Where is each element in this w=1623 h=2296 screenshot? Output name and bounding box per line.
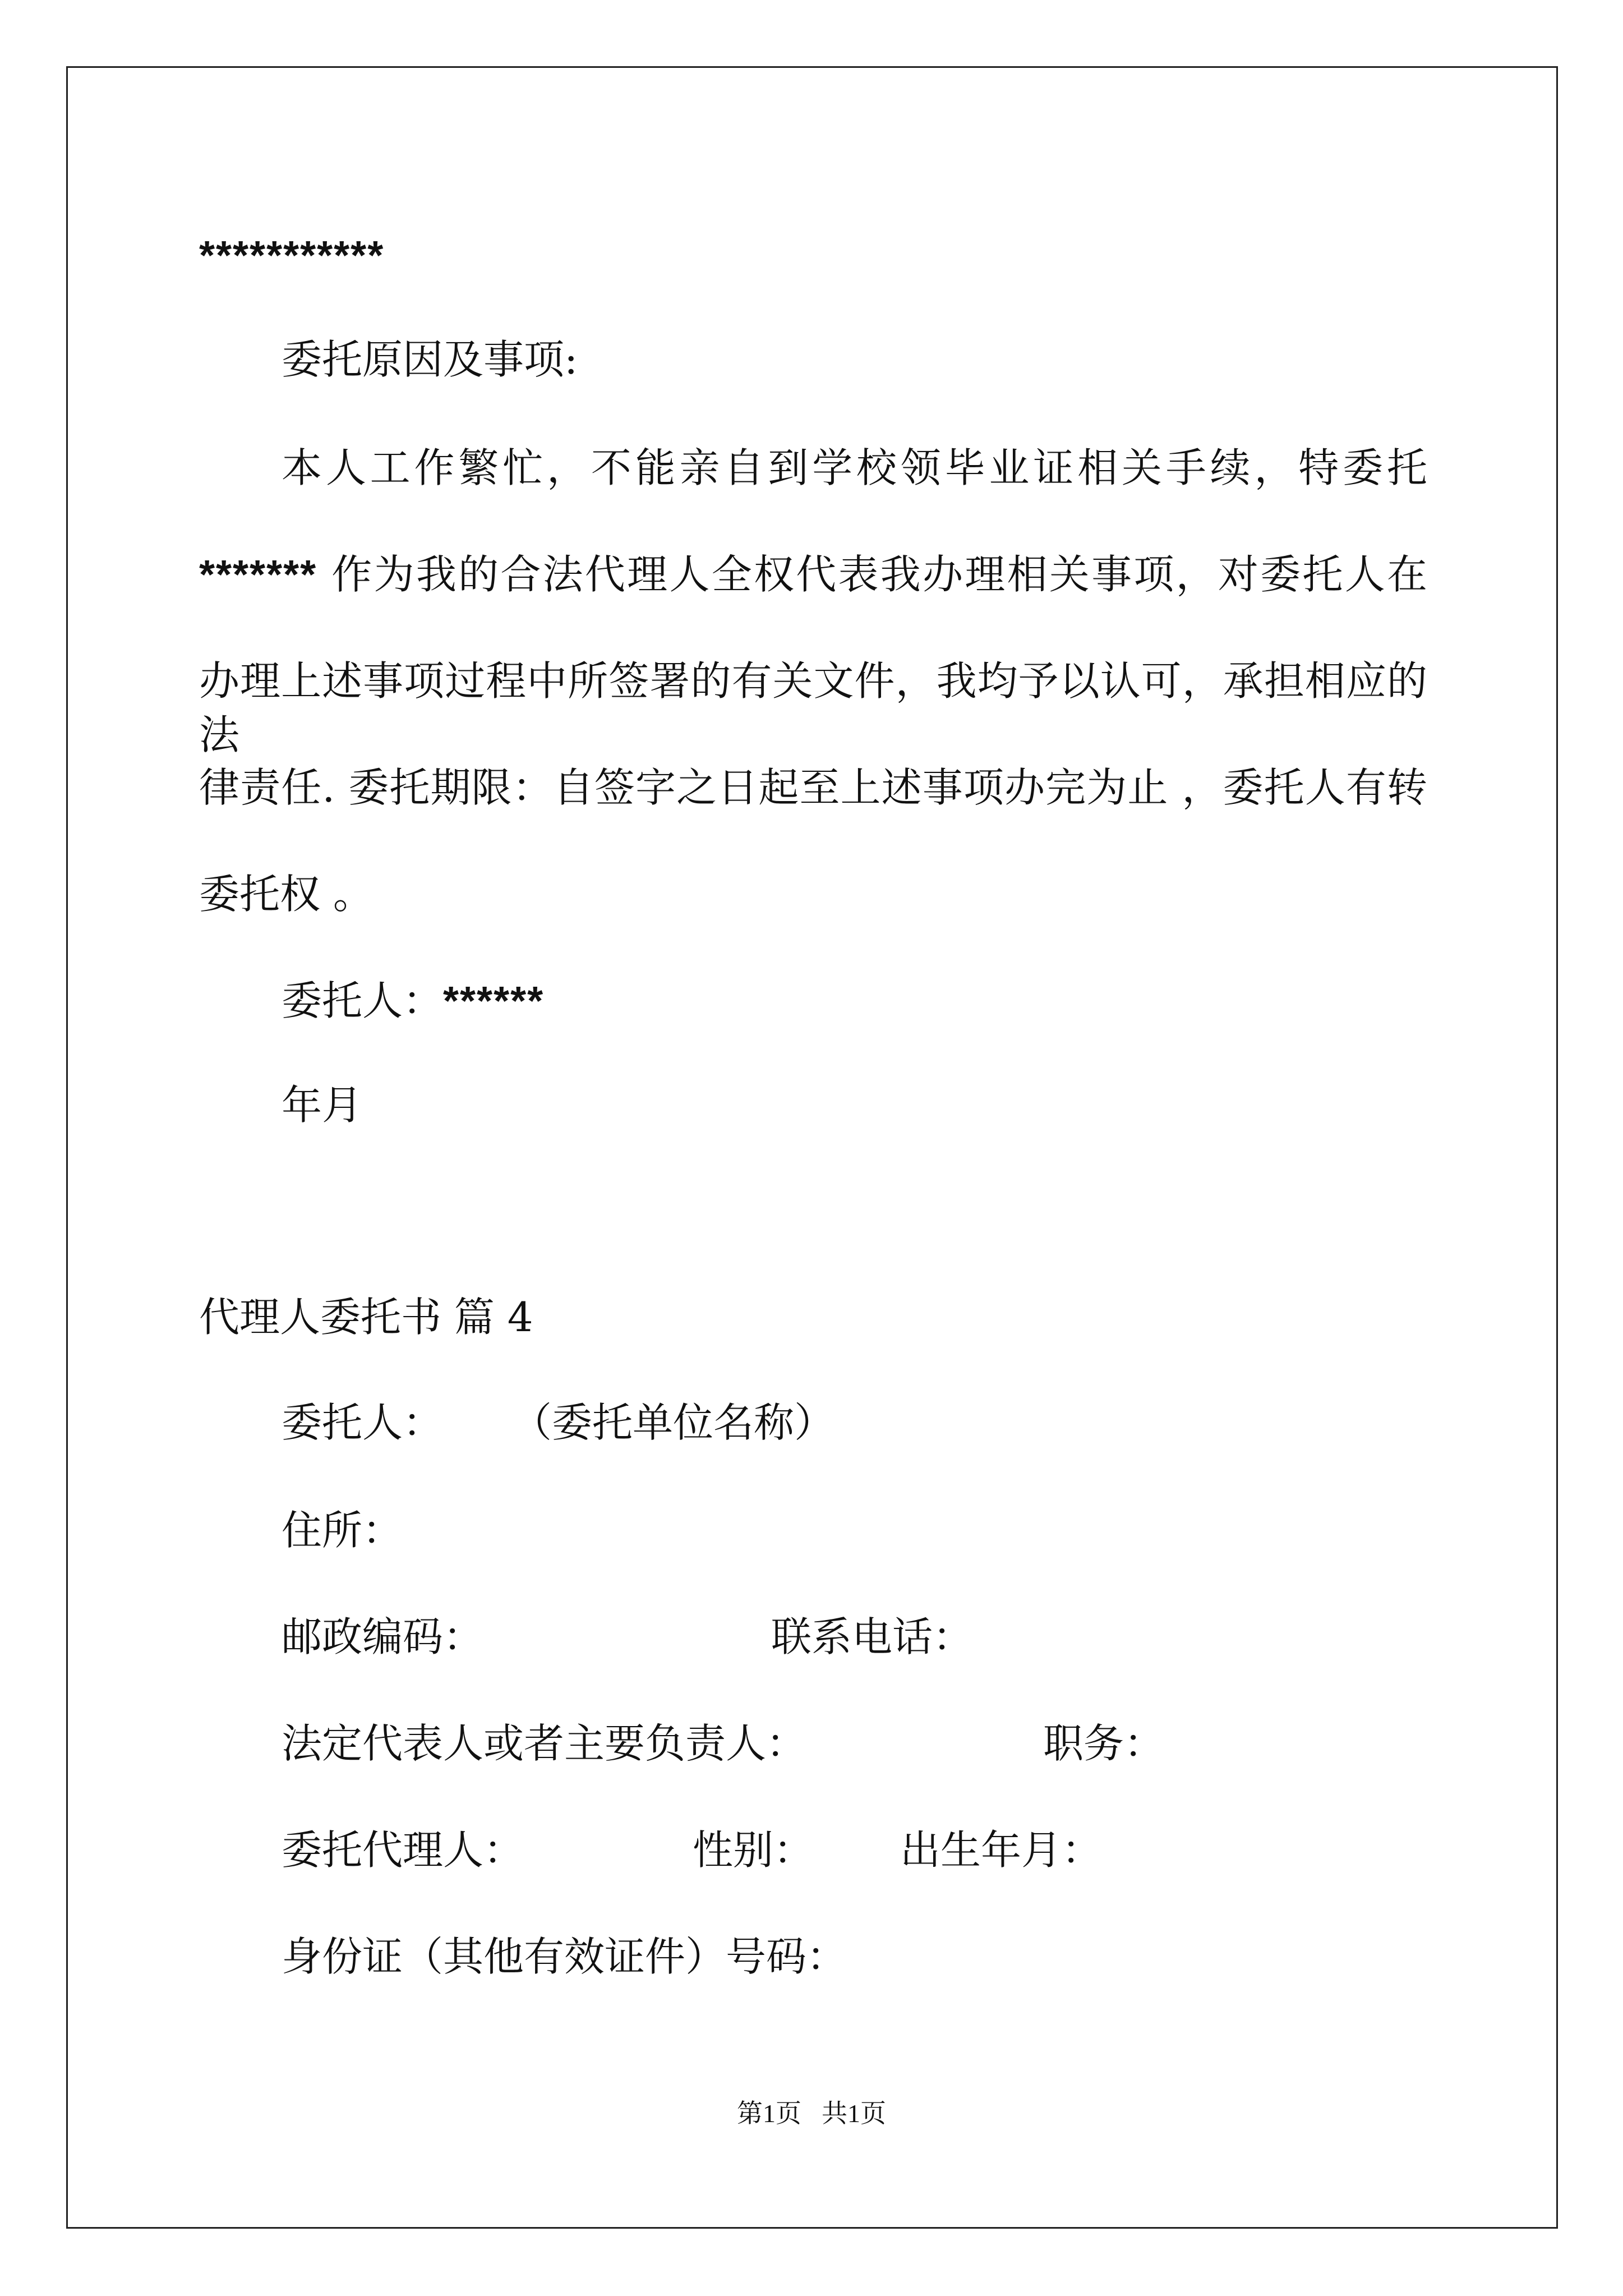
id-number-label: 身份证（其他有效证件）号码： — [282, 1933, 847, 1980]
position-label: 职务： — [1043, 1720, 1165, 1767]
page-number: 第1页 — [737, 2099, 801, 2128]
page-total: 共1页 — [822, 2099, 886, 2128]
phone-label: 联系电话： — [771, 1613, 974, 1660]
page-footer — [0, 2097, 1623, 2131]
agent-label: 委托代理人： — [282, 1826, 524, 1874]
address-field-label: 住所： — [282, 1507, 403, 1554]
principal-stars: ****** — [443, 979, 545, 1024]
top-stars: *********** — [199, 233, 385, 278]
principal-label: 委托人： — [282, 977, 444, 1024]
legal-rep-label: 法定代表人或者主要负责人： — [282, 1720, 807, 1767]
date-label: 年月 — [282, 1082, 363, 1129]
paragraph-line-2-text: 作为我的合法代理人全权代表我办理相关事项，对委托人在 — [331, 551, 1427, 598]
reason-heading: 委托原因及事项: — [282, 336, 578, 383]
principal-line — [282, 974, 1427, 1028]
postal-code-label: 邮政编码： — [282, 1613, 484, 1660]
gender-label: 性别： — [693, 1826, 814, 1874]
paragraph-line-2 — [199, 547, 1427, 602]
paragraph-line-4: 律责任. 委托期限：自签字之日起至上述事项办完为止 ，委托人有转 — [199, 764, 1427, 811]
section-title: 代理人委托书 篇 4 — [199, 1294, 533, 1341]
principal-field-hint: （委托单位名称） — [511, 1399, 835, 1446]
page-border — [66, 66, 1558, 2229]
paragraph-line-5: 委托权 。 — [199, 871, 374, 918]
principal-field-label: 委托人： — [282, 1399, 444, 1446]
paragraph-line-3: 办理上述事项过程中所签署的有关文件，我均予以认可，承担相应的法 — [199, 657, 1427, 758]
agent-stars: ******* — [199, 553, 317, 597]
birth-label: 出生年月： — [900, 1826, 1103, 1874]
paragraph-line-1: 本人工作繁忙，不能亲自到学校领毕业证相关手续，特委托 — [282, 444, 1427, 491]
